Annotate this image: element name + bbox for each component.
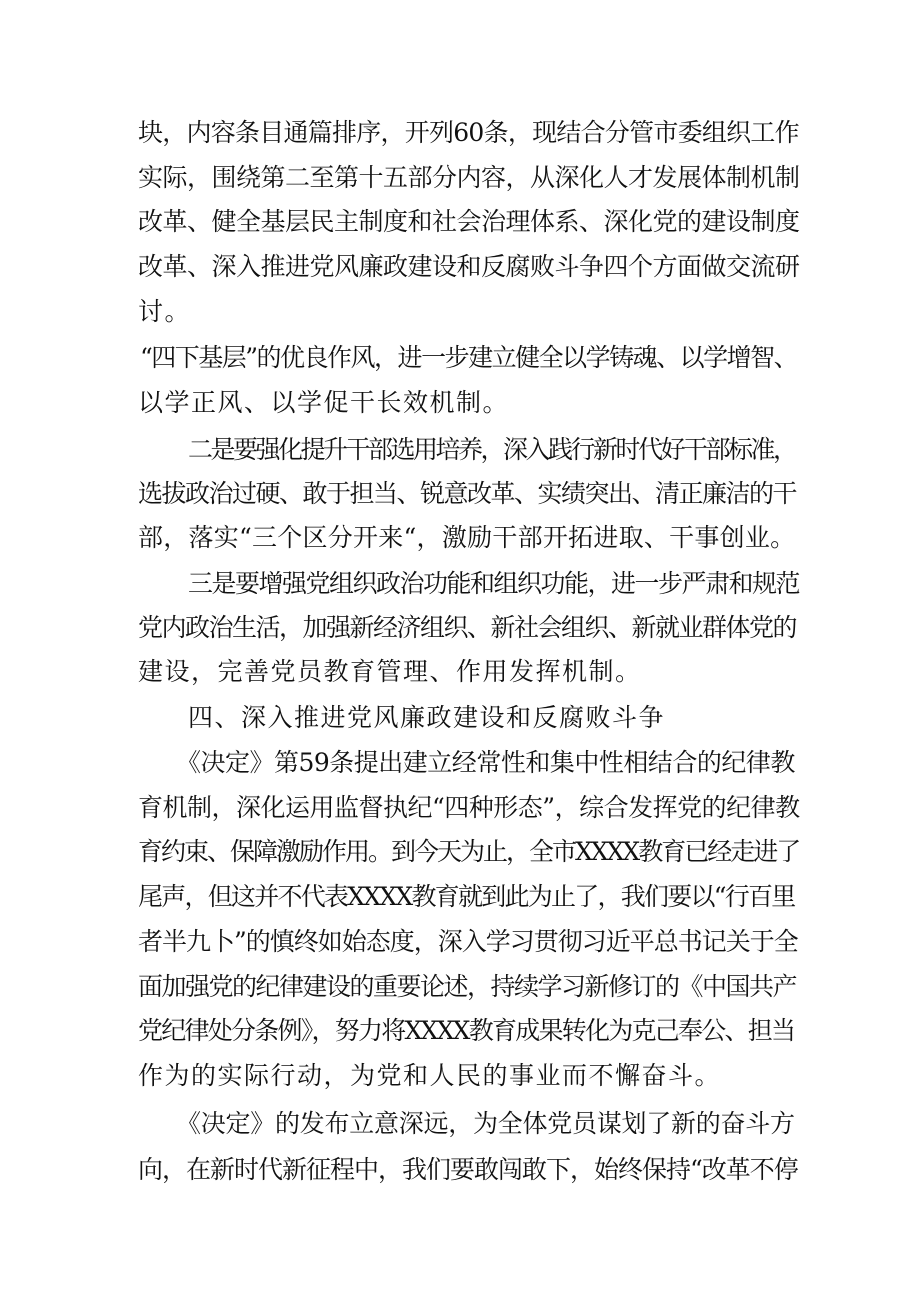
- text-line: 面加强党的纪律建设的重要论述，持续学习新修订的《中国共产: [138, 972, 797, 1001]
- text-line: 块，内容条目通篇排序，开列60条，现结合分管市委组织工作: [138, 118, 799, 147]
- text-line: 选拔政治过硬、敢于担当、锐意改革、实绩突出、清正廉洁的干: [138, 479, 797, 508]
- text-line: 改革、深入推进党风廉政建设和反腐败斗争四个方面做交流研: [138, 252, 800, 281]
- text-line: 讨。: [138, 297, 192, 326]
- text-line: 者半九卜”的慎终如始态度，深入学习贯彻习近平总书记关于全: [138, 927, 798, 956]
- text-line: 三是要增强党组织政治功能和组织功能，进一步严肃和规范: [188, 569, 800, 598]
- text-line: “四下基层”的优良作风，进一步建立健全以学铸魂、以学增智、: [140, 343, 798, 372]
- text-line: 以学正风、以学促干长效机制。: [138, 388, 510, 417]
- text-line: 实际，围绕第二至第十五部分内容，从深化人才发展体制机制: [138, 163, 800, 192]
- text-line: 向，在新时代新征程中，我们要敢闯敢下，始终保持“改革不停: [138, 1155, 798, 1184]
- text-line: 二是要强化提升干部选用培养，深入践行新时代好干部标准，: [188, 435, 796, 464]
- text-line: 育机制，深化运用监督执纪“四种形态”，综合发挥党的纪律教: [138, 793, 800, 822]
- text-line: 改革、健全基层民主制度和社会治理体系、深化党的建设制度: [138, 207, 800, 236]
- text-line: 党内政治生活，加强新经济组织、新社会组织、新就业群体党的: [138, 613, 797, 642]
- text-line: 部，落实“三个区分开来“，激励干部开拓进取、干事创业。: [138, 523, 796, 552]
- text-line: 《决定》第59条提出建立经常性和集中性相结合的纪律教: [176, 748, 795, 777]
- text-line: 作为的实际行动，为党和人民的事业而不懈奋斗。: [138, 1061, 722, 1090]
- text-line: 育约束、保障激励作用。到今天为止，全市XXXX教育已经走进了: [138, 837, 800, 866]
- text-line: 尾声，但这并不代表XXXX教育就到此为止了，我们要以“行百里: [138, 882, 795, 911]
- text-line: 《决定》的发布立意深远，为全体党员谋划了新的奋斗方: [176, 1109, 795, 1138]
- text-line: 党纪律处分条例》，努力将XXXX教育成果转化为克己奉公、担当: [138, 1016, 795, 1045]
- text-line: 建设，完善党员教育管理、作用发挥机制。: [138, 657, 642, 686]
- text-line: 四、深入推进党风廉政建设和反腐败斗争: [188, 703, 666, 732]
